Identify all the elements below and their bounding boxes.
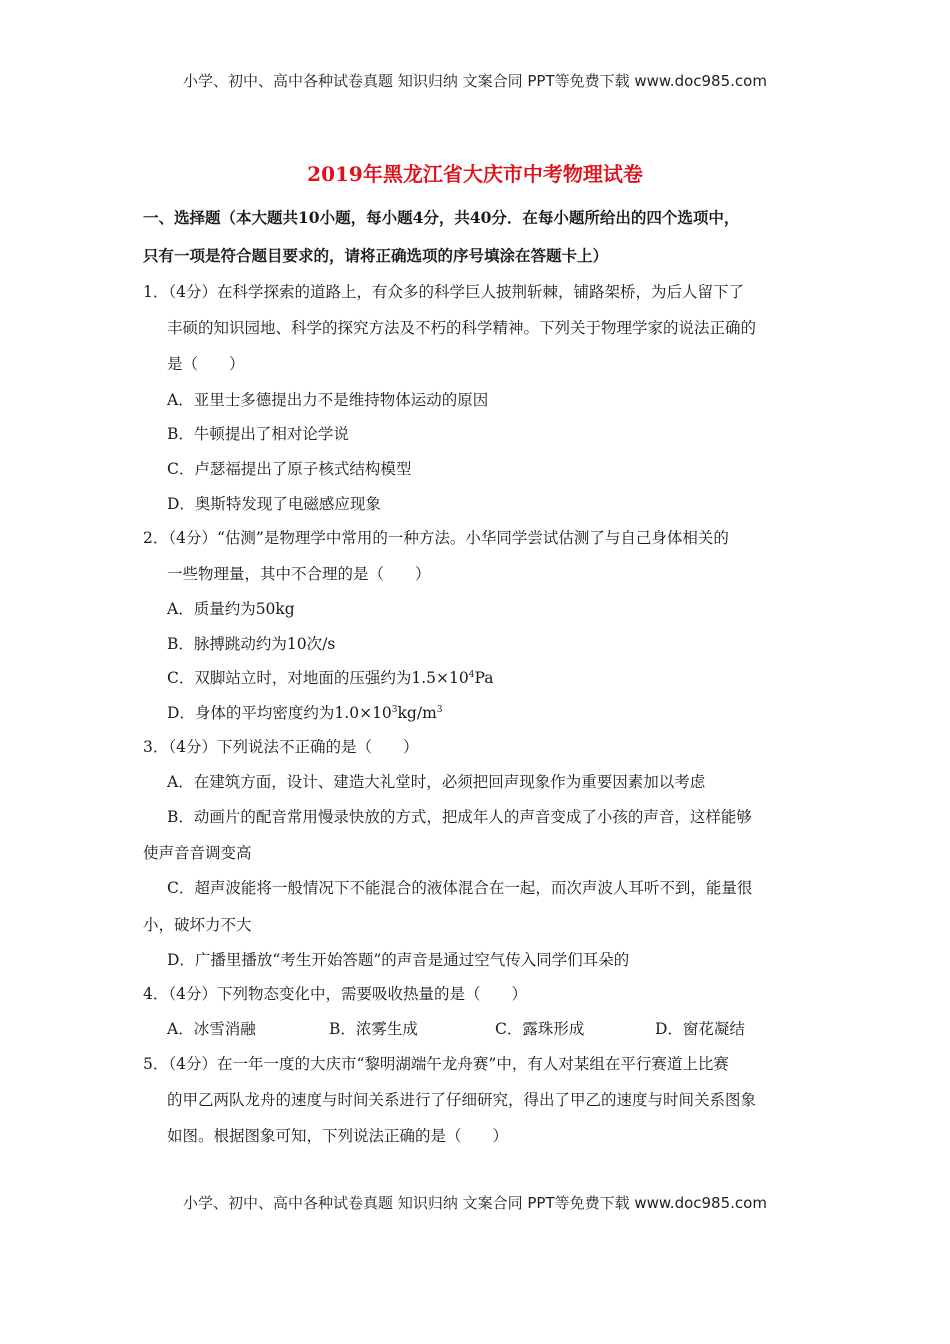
- page-footer: 小学、初中、高中各种试卷真题 知识归纳 文案合同 PPT等免费下载 www.doc985.com: [183, 1194, 767, 1212]
- q1-option-c: C．卢瑟福提出了原子核式结构模型: [167, 460, 412, 478]
- q2-option-d: [167, 703, 443, 723]
- q4-option-d: D．窗花凝结: [655, 1020, 745, 1038]
- q4-stem: 4．（4分）下列物态变化中，需要吸收热量的是（ ）: [143, 985, 527, 1003]
- q2-option-d-exponent: 3: [391, 704, 398, 715]
- q5-stem-line3: 如图。根据图象可知，下列说法正确的是（ ）: [167, 1127, 509, 1145]
- q1-option-a: A．亚里士多德提出力不是维持物体运动的原因: [167, 391, 489, 409]
- q2-option-c-text: C．双脚站立时，对地面的压强约为1.5×10: [167, 669, 469, 687]
- q2-stem-line2: 一些物理量，其中不合理的是（ ）: [167, 565, 431, 583]
- q5-stem-line2: 的甲乙两队龙舟的速度与时间关系进行了仔细研究，得出了甲乙的速度与时间关系图象: [167, 1091, 757, 1109]
- section-heading-line1: 一、选择题（本大题共10小题，每小题4分，共40分．在每小题所给出的四个选项中，: [143, 208, 740, 227]
- q1-option-d: D．奥斯特发现了电磁感应现象: [167, 495, 381, 513]
- section-heading-line2: 只有一项是符合题目要求的，请将正确选项的序号填涂在答题卡上）: [143, 246, 609, 265]
- q2-option-b: B．脉搏跳动约为10次/s: [167, 635, 336, 653]
- q3-option-c-line1: C．超声波能将一般情况下不能混合的液体混合在一起，而次声波人耳听不到，能量很: [167, 879, 753, 897]
- q2-option-c-exponent: 4: [468, 669, 475, 680]
- q3-option-b-line2: 使声音音调变高: [143, 844, 252, 862]
- q1-option-b: B．牛顿提出了相对论学说: [167, 425, 349, 443]
- q3-option-a: A．在建筑方面，设计、建造大礼堂时，必须把回声现象作为重要因素加以考虑: [167, 773, 706, 791]
- q4-option-c: C．露珠形成: [495, 1020, 585, 1038]
- q4-option-b: B．浓雾生成: [329, 1020, 418, 1038]
- q2-option-d-text: D．身体的平均密度约为1.0×10: [167, 704, 392, 722]
- q5-stem-line1: 5．（4分）在一年一度的大庆市“黎明湖端午龙舟赛”中，有人对某组在平行赛道上比赛: [143, 1055, 729, 1073]
- q3-option-b-line1: B．动画片的配音常用慢录快放的方式，把成年人的声音变成了小孩的声音，这样能够: [167, 808, 752, 826]
- q3-stem: 3．（4分）下列说法不正确的是（ ）: [143, 738, 419, 756]
- q2-option-c: [167, 668, 493, 688]
- q3-option-c-line2: 小，破坏力不大: [143, 916, 252, 934]
- page-header: 小学、初中、高中各种试卷真题 知识归纳 文案合同 PPT等免费下载 www.doc985.com: [183, 72, 767, 90]
- q1-stem-line2: 丰硕的知识园地、科学的探究方法及不朽的科学精神。下列关于物理学家的说法正确的: [167, 319, 757, 337]
- q2-stem-line1: 2．（4分）“估测”是物理学中常用的一种方法。小华同学尝试估测了与自己身体相关的: [143, 529, 729, 547]
- q2-option-d-unit-exponent: 3: [436, 704, 443, 715]
- q1-stem-line1: 1．（4分）在科学探索的道路上，有众多的科学巨人披荆斩棘，铺路架桥，为后人留下了: [143, 283, 744, 301]
- q2-option-a: A．质量约为50kg: [167, 600, 295, 618]
- q3-option-d: D．广播里播放“考生开始答题”的声音是通过空气传入同学们耳朵的: [167, 951, 630, 969]
- q2-option-c-unit: Pa: [474, 669, 494, 687]
- q1-stem-line3: 是（ ）: [167, 355, 245, 373]
- q4-option-a: A．冰雪消融: [167, 1020, 256, 1038]
- page-title: 2019年黑龙江省大庆市中考物理试卷: [307, 162, 643, 186]
- q2-option-d-unit: kg/m: [397, 704, 437, 722]
